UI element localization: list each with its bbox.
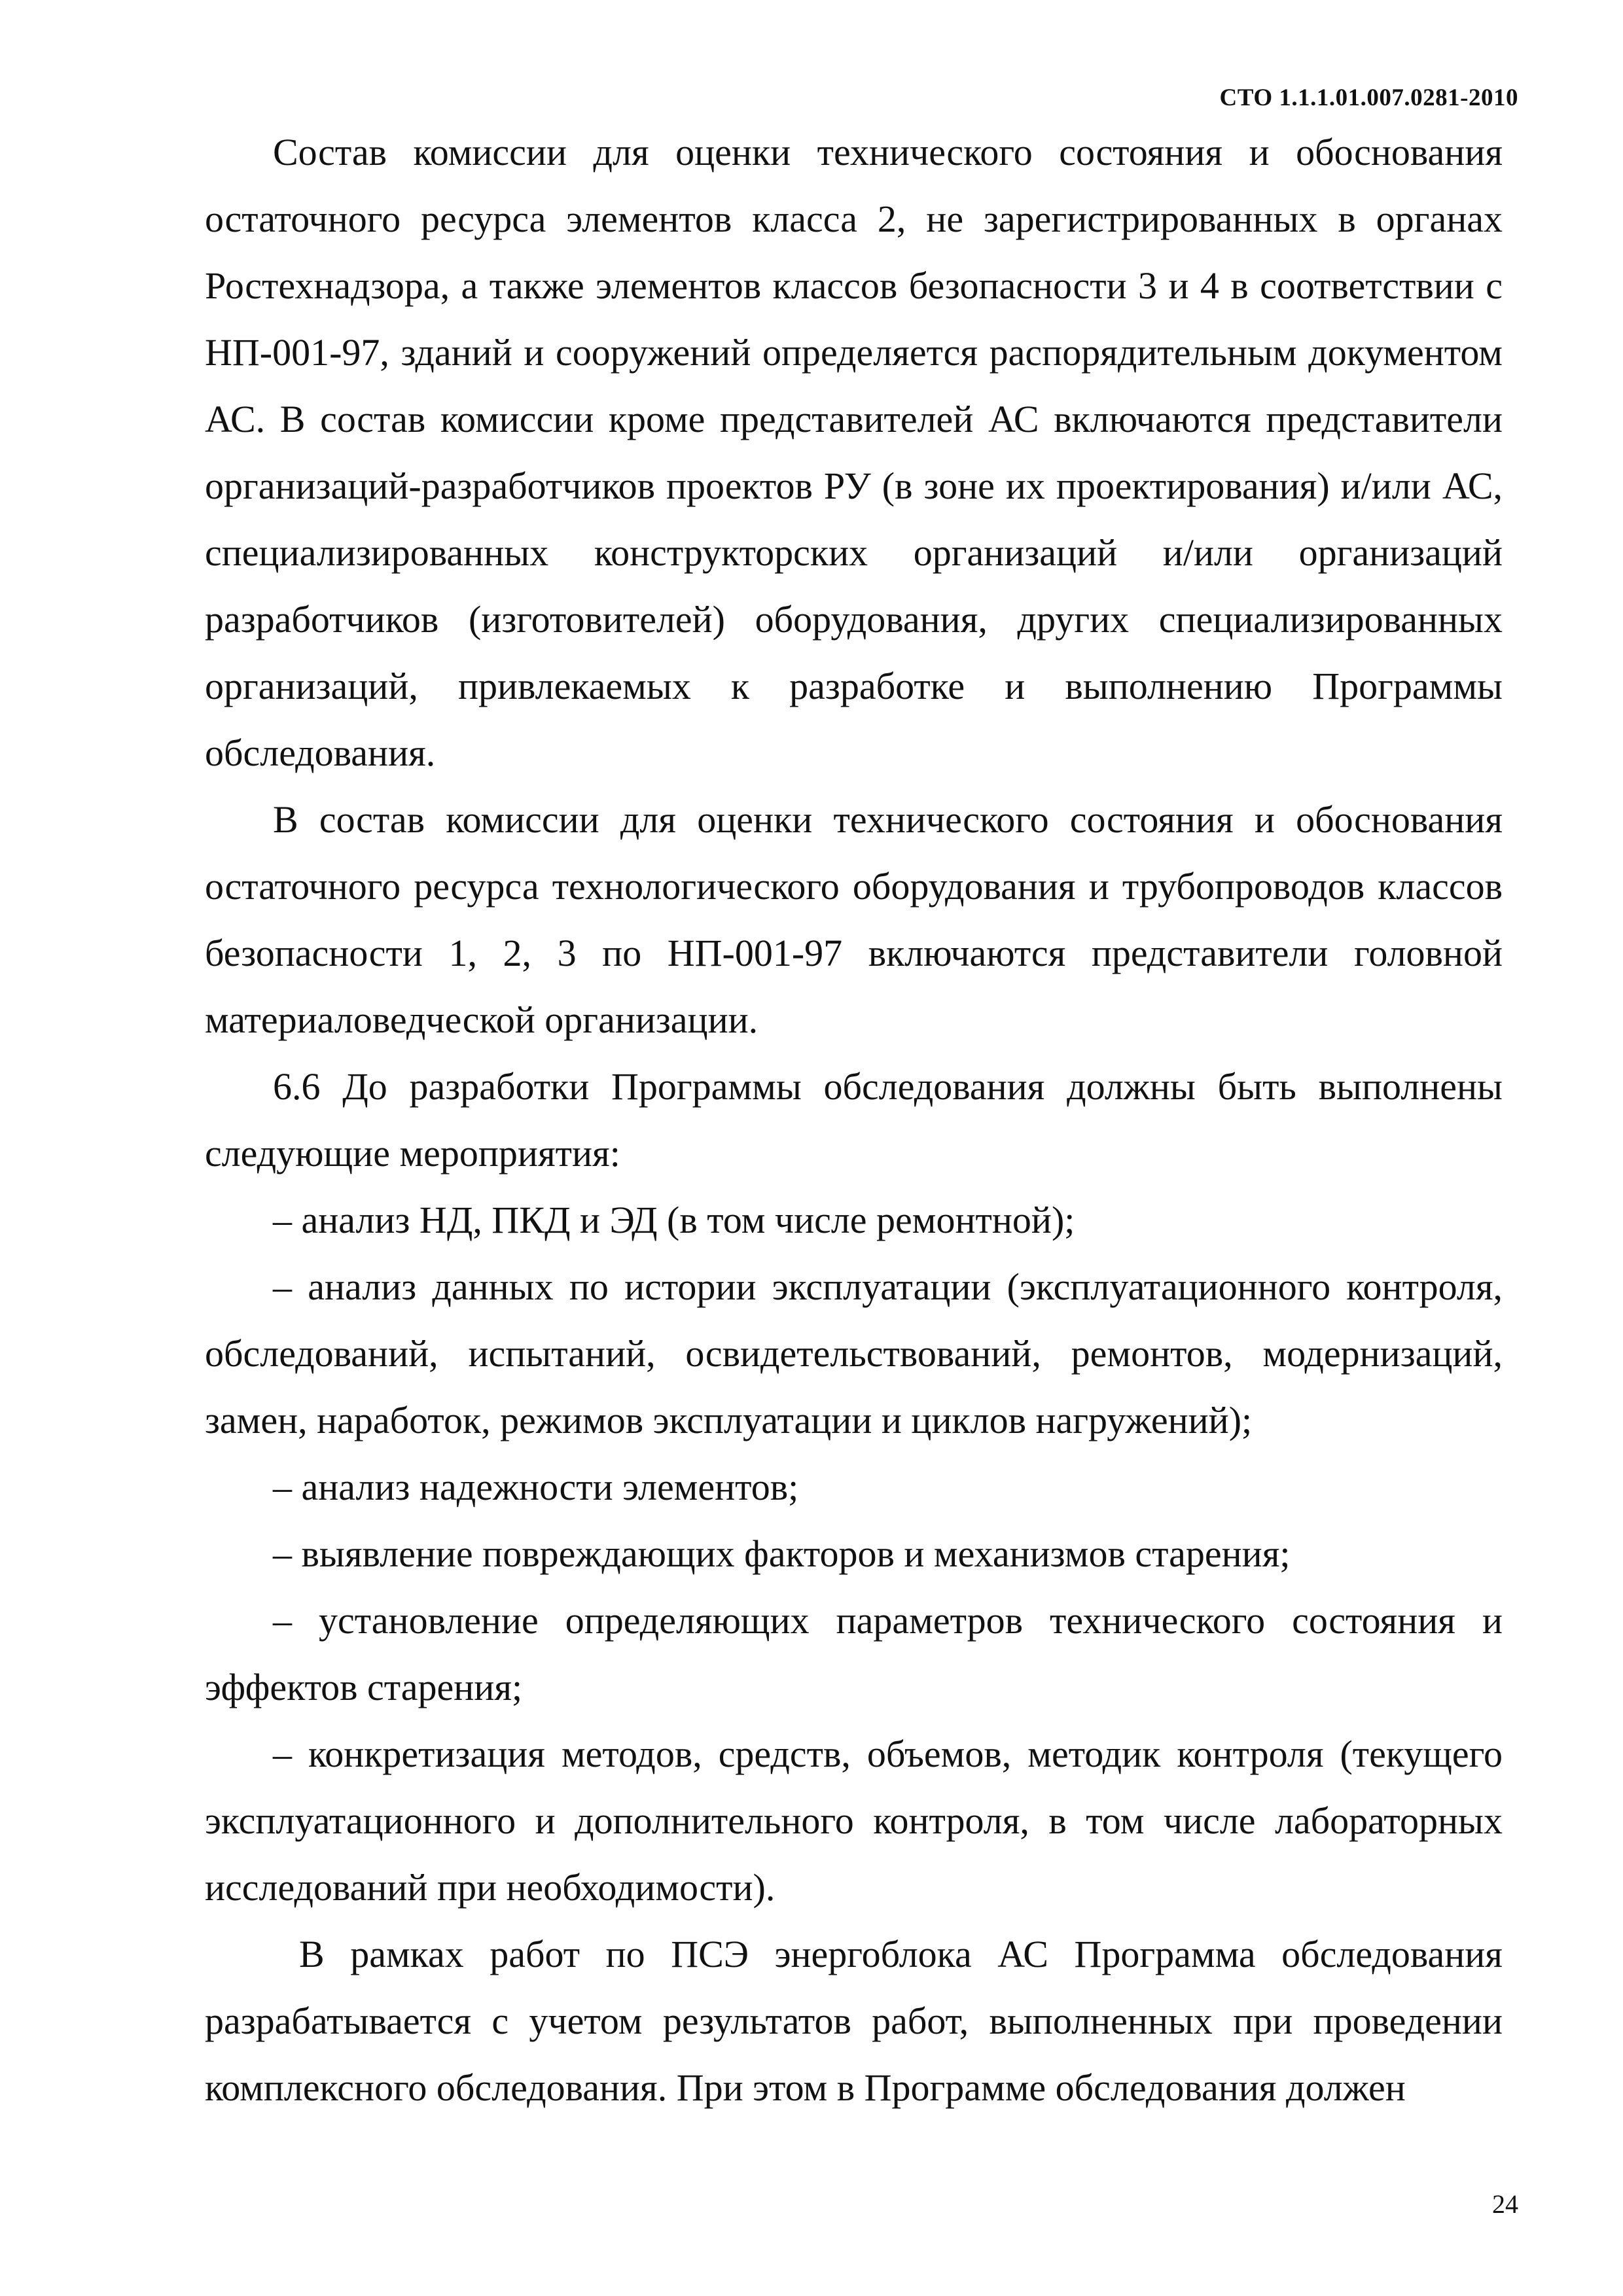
list-item: – анализ НД, ПКД и ЭД (в том числе ремонтной); [273, 1199, 1075, 1241]
paragraph-commission-safety-classes: В состав комиссии для оценки технического состояния и обоснования остаточного ресурса технологического оборудования и трубопроводов классов безопасности 1, 2, 3 по НП-001-97 включаются представители головной материаловедческой организации. [205, 798, 1503, 1041]
list-item: – конкретизация методов, средств, объемов, методик контроля (текущего эксплуатационного и дополнительного контроля, в том числе лабораторных исследований при необходимости). [205, 1733, 1503, 1909]
document-code-header: СТО 1.1.1.01.007.0281-2010 [1219, 84, 1518, 111]
paragraph-commission-class2: Состав комиссии для оценки технического состояния и обоснования остаточного ресурса элементов класса 2, не зарегистрированных в органах Ростехнадзора, а также элементов классов безопасности 3 и 4 в соответствии с НП-001-97, зданий и сооружений определяется распорядительным документом АС. В состав комиссии кроме представителей АС включаются представители организаций-разработчиков проектов РУ (в зоне их проектирования) и/или АС, специализированных конструкторских организаций и/или организаций разработчиков (изготовителей) оборудования, других специализированных организаций, привлекаемых к разработке и выполнению Программы обследования. [205, 131, 1503, 774]
page-number: 24 [1492, 2189, 1518, 2219]
list-item: – анализ данных по истории эксплуатации (эксплуатационного контроля, обследований, испытаний, освидетельствований, ремонтов, модернизаций, замен, наработок, режимов эксплуатации и циклов нагружений); [205, 1265, 1503, 1441]
list-item: – установление определяющих параметров технического состояния и эффектов старения; [205, 1599, 1503, 1708]
paragraph-pse-program: В рамках работ по ПСЭ энергоблока АС Программа обследования разрабатывается с учетом результатов работ, выполненных при проведении комплексного обследования. При этом в Программе обследования должен [205, 1933, 1503, 2109]
document-body [205, 119, 1503, 2121]
list-item: – выявление повреждающих факторов и механизмов старения; [273, 1532, 1291, 1575]
list-item: – анализ надежности элементов; [273, 1466, 799, 1508]
paragraph-section-6-6: 6.6 До разработки Программы обследования должны быть выполнены следующие мероприятия: [205, 1065, 1503, 1174]
